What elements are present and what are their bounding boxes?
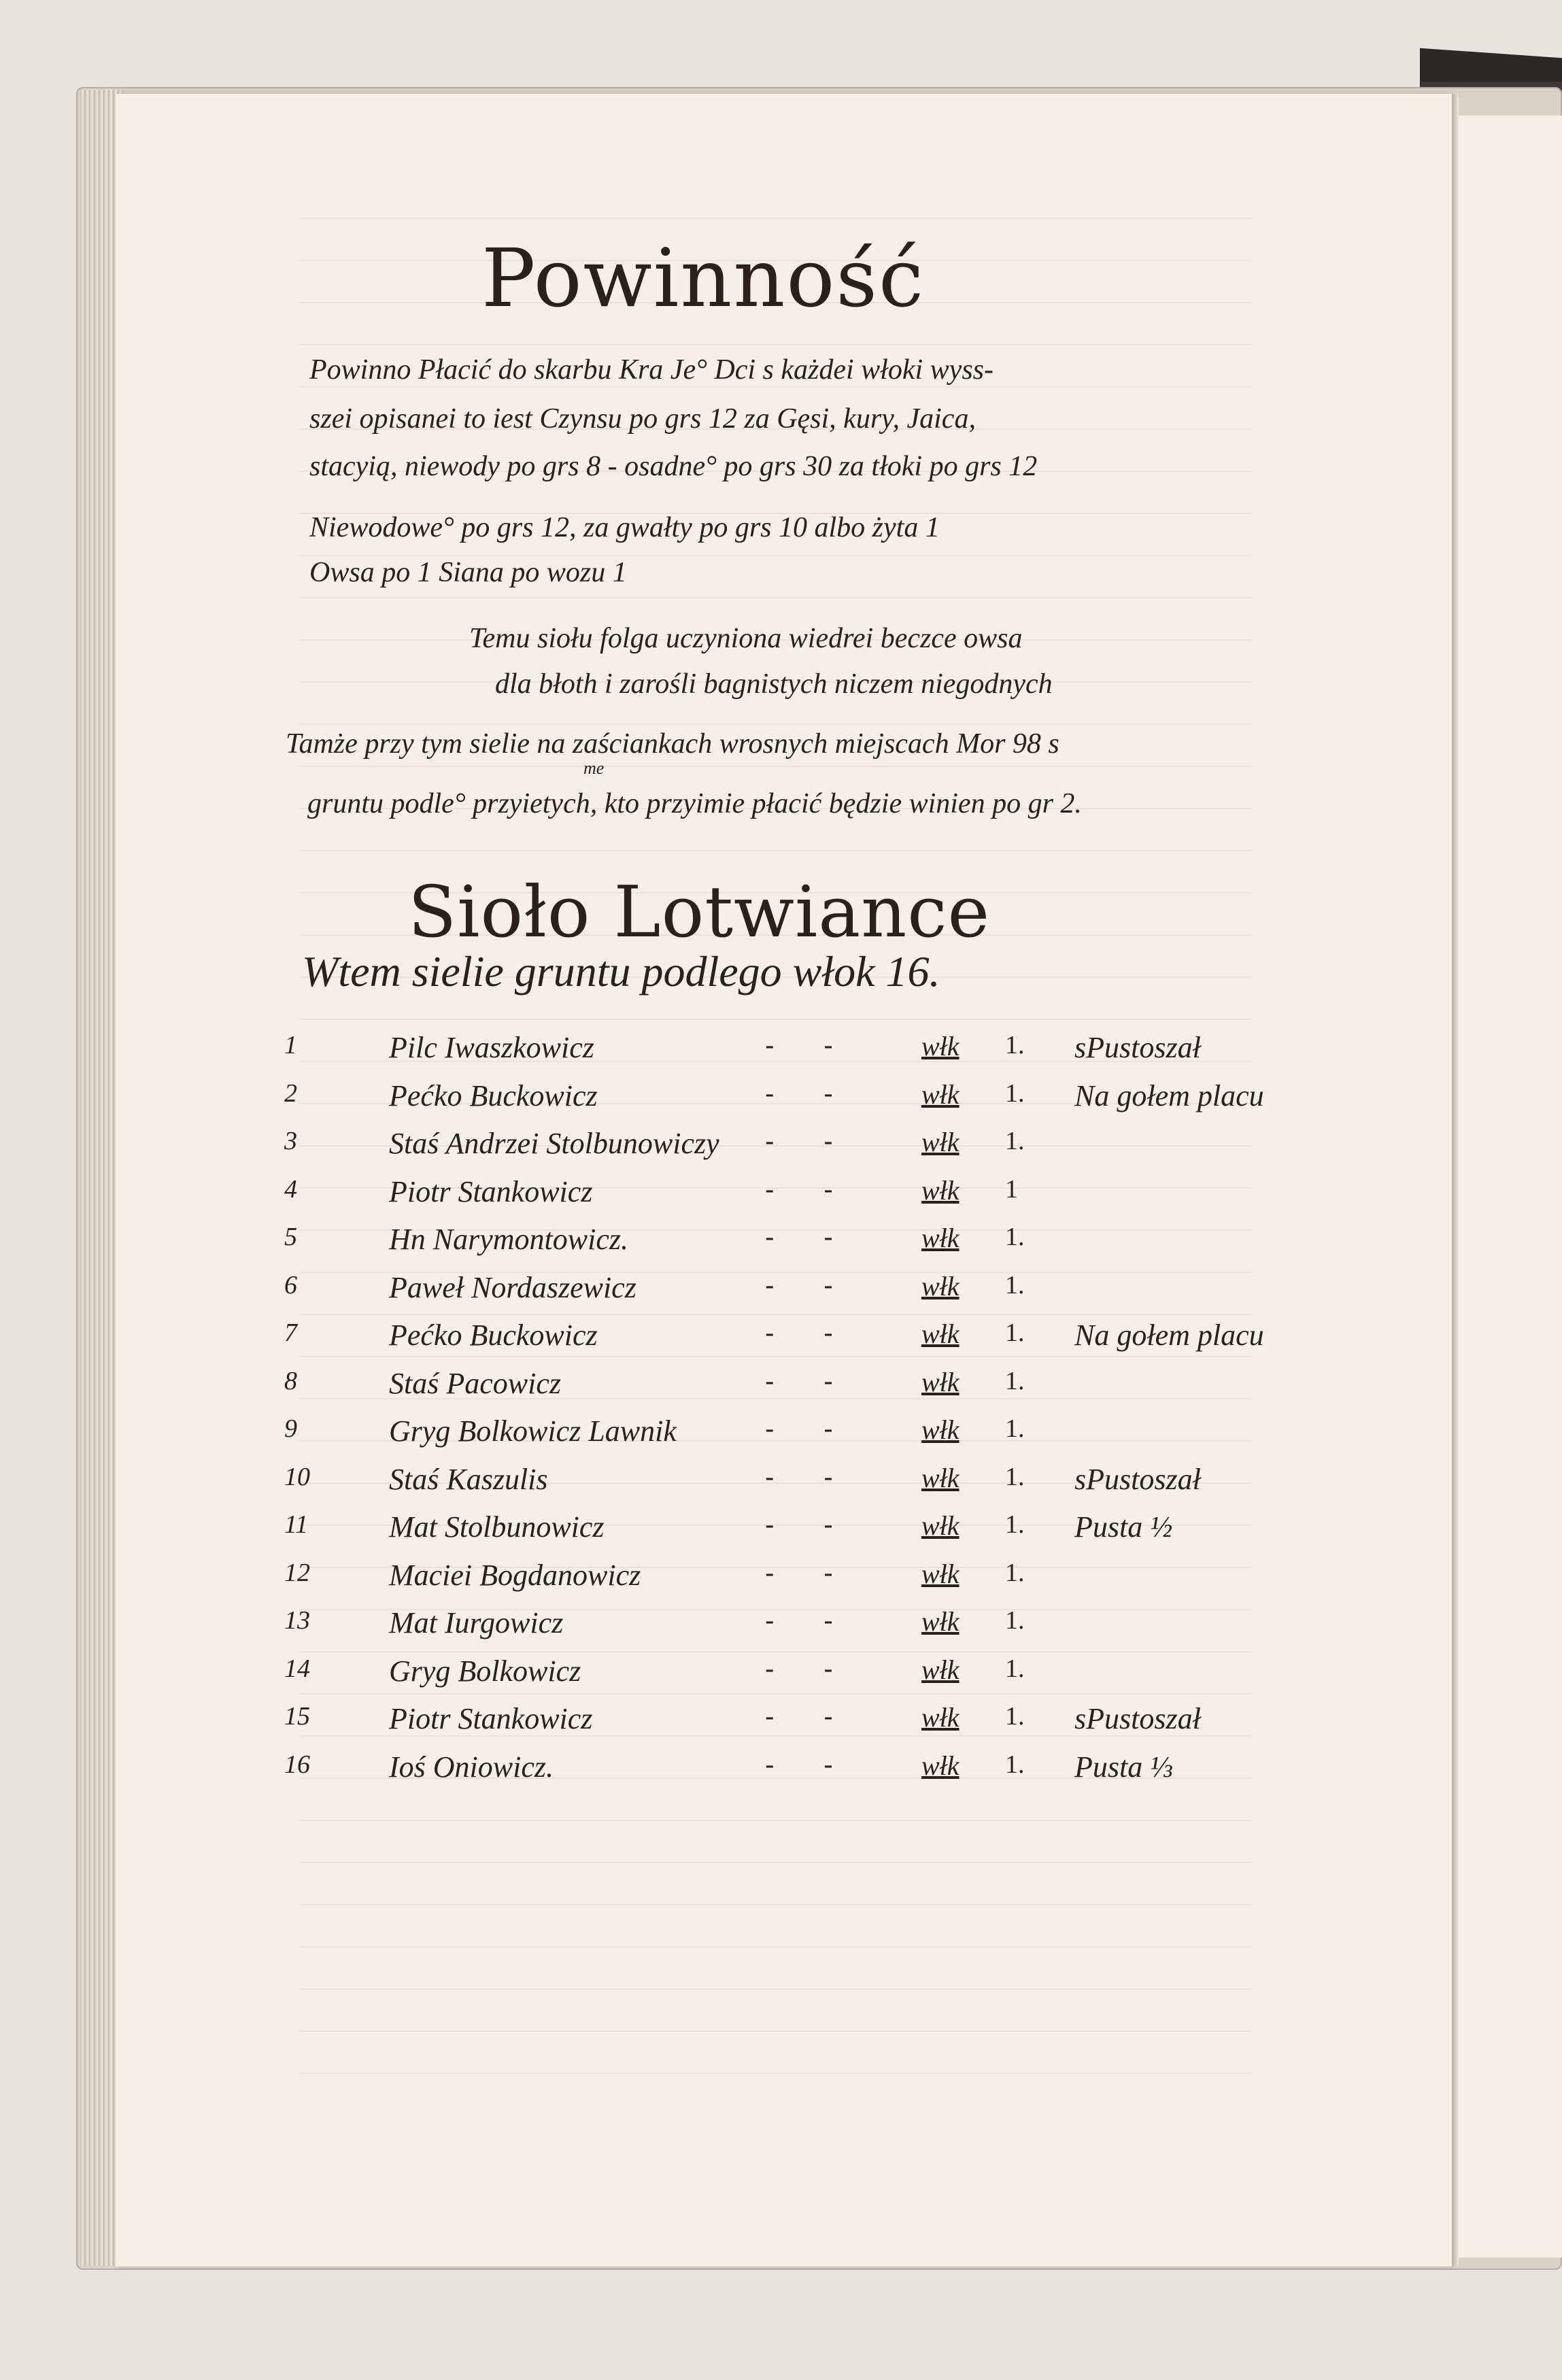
register-row — [0, 1558, 1562, 1601]
leader-dashes: - - — [765, 1318, 853, 1349]
land-quantity: 1 — [1005, 1174, 1018, 1204]
entry-number: 8 — [284, 1366, 297, 1395]
superscript-insertion: me — [583, 758, 605, 778]
land-unit: włk — [921, 1078, 960, 1110]
land-quantity: 1. — [1005, 1510, 1025, 1539]
leader-dashes: - - — [765, 1749, 853, 1781]
register-row — [0, 1078, 1562, 1122]
leader-dashes: - - — [765, 1557, 853, 1589]
leader-dashes: - - — [765, 1605, 853, 1637]
entry-number: 3 — [284, 1127, 297, 1155]
entry-number: 14 — [284, 1654, 310, 1683]
peasant-name: Gryg Bolkowicz — [389, 1654, 581, 1688]
land-unit: włk — [921, 1270, 960, 1302]
entry-remark: sPustoszał — [1074, 1702, 1201, 1735]
peasant-name: Mat Stolbunowicz — [389, 1510, 605, 1544]
entry-number: 10 — [284, 1462, 310, 1491]
land-quantity: 1. — [1005, 1127, 1025, 1155]
land-unit: włk — [921, 1606, 960, 1637]
land-quantity: 1. — [1005, 1270, 1025, 1299]
entry-number: 15 — [284, 1702, 310, 1731]
land-quantity: 1. — [1005, 1414, 1025, 1443]
leader-dashes: - - — [765, 1510, 853, 1541]
entry-remark: Pusta ½ — [1074, 1510, 1173, 1544]
register-row — [0, 1174, 1562, 1218]
leader-dashes: - - — [765, 1078, 853, 1110]
register-row — [0, 1510, 1562, 1553]
leader-dashes: - - — [765, 1174, 853, 1206]
entry-number: 5 — [284, 1223, 297, 1251]
peasant-name: Staś Kaszulis — [389, 1462, 548, 1496]
land-quantity: 1. — [1005, 1078, 1025, 1108]
village-title: Sioło Lotwiance — [408, 870, 991, 953]
peasant-name: Maciei Bogdanowicz — [389, 1558, 641, 1592]
register-row — [0, 1462, 1562, 1506]
land-unit: włk — [921, 1319, 960, 1349]
obligation-line: Powinno Płacić do skarbu Kra Je° Dci s każdei włoki wyss- — [309, 354, 994, 386]
land-quantity: 1. — [1005, 1223, 1025, 1251]
leader-dashes: - - — [765, 1126, 853, 1157]
peasant-name: Pilc Iwaszkowicz — [389, 1031, 594, 1064]
register-row — [0, 1366, 1562, 1410]
leader-dashes: - - — [765, 1365, 853, 1397]
relief-note-line: Temu siołu folga uczyniona wiedrei beczce owsa — [469, 623, 1023, 654]
leader-dashes: - - — [765, 1461, 853, 1493]
peasant-name: Ioś Oniowicz. — [389, 1750, 554, 1784]
leader-dashes: - - — [765, 1222, 853, 1253]
land-unit: włk — [921, 1654, 960, 1685]
entry-number: 6 — [284, 1270, 297, 1299]
peasant-name: Staś Pacowicz — [389, 1366, 561, 1400]
village-subheading: Wtem sielie gruntu podlego włok 16. — [302, 947, 940, 996]
land-quantity: 1. — [1005, 1319, 1025, 1347]
land-unit: włk — [921, 1462, 960, 1493]
peasant-name: Pećko Buckowicz — [389, 1319, 598, 1352]
land-quantity: 1. — [1005, 1654, 1025, 1683]
land-quantity: 1. — [1005, 1031, 1025, 1059]
peasant-name: Piotr Stankowicz — [389, 1702, 593, 1735]
land-unit: włk — [921, 1558, 960, 1589]
register-row — [0, 1414, 1562, 1457]
relief-note-line: gruntu podle° przyietych, kto przyimie płacić będzie winien po gr 2. — [307, 788, 1082, 819]
obligation-line: Niewodowe° po grs 12, za gwałty po grs 10 albo żyta 1 — [309, 512, 940, 543]
land-quantity: 1. — [1005, 1558, 1025, 1587]
land-unit: włk — [921, 1750, 960, 1781]
register-row — [0, 1654, 1562, 1697]
land-unit: włk — [921, 1174, 960, 1206]
relief-note-line: dla błoth i zarośli bagnistych niczem niegodnych — [495, 668, 1053, 700]
leader-dashes: - - — [765, 1414, 853, 1445]
entry-number: 4 — [284, 1174, 297, 1204]
register-row — [0, 1701, 1562, 1745]
land-unit: włk — [921, 1031, 960, 1061]
entry-number: 2 — [284, 1078, 297, 1108]
land-quantity: 1. — [1005, 1702, 1025, 1731]
entry-remark: sPustoszał — [1074, 1031, 1201, 1064]
land-unit: włk — [921, 1414, 960, 1445]
leader-dashes: - - — [765, 1701, 853, 1733]
peasant-name: Mat Iurgowicz — [389, 1606, 564, 1639]
leader-dashes: - - — [765, 1653, 853, 1685]
land-quantity: 1. — [1005, 1366, 1025, 1395]
register-row — [0, 1126, 1562, 1170]
register-row — [0, 1605, 1562, 1649]
entry-remark: Na gołem placu — [1074, 1319, 1264, 1352]
entry-number: 1 — [284, 1031, 297, 1059]
register-row — [0, 1750, 1562, 1793]
section-heading: Powinność — [481, 231, 926, 325]
land-unit: włk — [921, 1127, 960, 1157]
entry-remark: sPustoszał — [1074, 1462, 1201, 1496]
land-quantity: 1. — [1005, 1606, 1025, 1635]
obligation-line: Owsa po 1 Siana po wozu 1 — [309, 557, 627, 588]
peasant-name: Paweł Nordaszewicz — [389, 1270, 636, 1304]
peasant-name: Hn Narymontowicz. — [389, 1223, 628, 1256]
land-unit: włk — [921, 1702, 960, 1733]
entry-number: 11 — [284, 1510, 309, 1539]
land-quantity: 1. — [1005, 1750, 1025, 1779]
leader-dashes: - - — [765, 1030, 853, 1061]
register-row — [0, 1270, 1562, 1314]
entry-number: 12 — [284, 1558, 310, 1587]
entry-number: 9 — [284, 1414, 297, 1443]
relief-note-line: Tamże przy tym sielie na zaściankach wrosnych miejscach Mor 98 s — [286, 728, 1059, 760]
land-unit: włk — [921, 1223, 960, 1253]
register-row — [0, 1222, 1562, 1265]
register-row — [0, 1030, 1562, 1074]
peasant-name: Gryg Bolkowicz Lawnik — [389, 1414, 677, 1448]
leader-dashes: - - — [765, 1270, 853, 1302]
obligation-line: stacyią, niewody po grs 8 - osadne° po grs 30 za tłoki po grs 12 — [309, 451, 1038, 482]
land-unit: włk — [921, 1510, 960, 1541]
entry-number: 7 — [284, 1319, 297, 1347]
entry-remark: Na gołem placu — [1074, 1078, 1264, 1112]
land-quantity: 1. — [1005, 1462, 1025, 1491]
register-row — [0, 1318, 1562, 1361]
entry-number: 13 — [284, 1606, 310, 1635]
peasant-name: Piotr Stankowicz — [389, 1174, 593, 1208]
peasant-name: Pećko Buckowicz — [389, 1078, 598, 1112]
entry-number: 16 — [284, 1750, 310, 1779]
land-unit: włk — [921, 1366, 960, 1397]
entry-remark: Pusta ⅓ — [1074, 1750, 1173, 1784]
obligation-line: szei opisanei to iest Czynsu po grs 12 za Gęsi, kury, Jaica, — [309, 403, 976, 435]
peasant-name: Staś Andrzei Stolbunowiczy — [389, 1127, 719, 1160]
